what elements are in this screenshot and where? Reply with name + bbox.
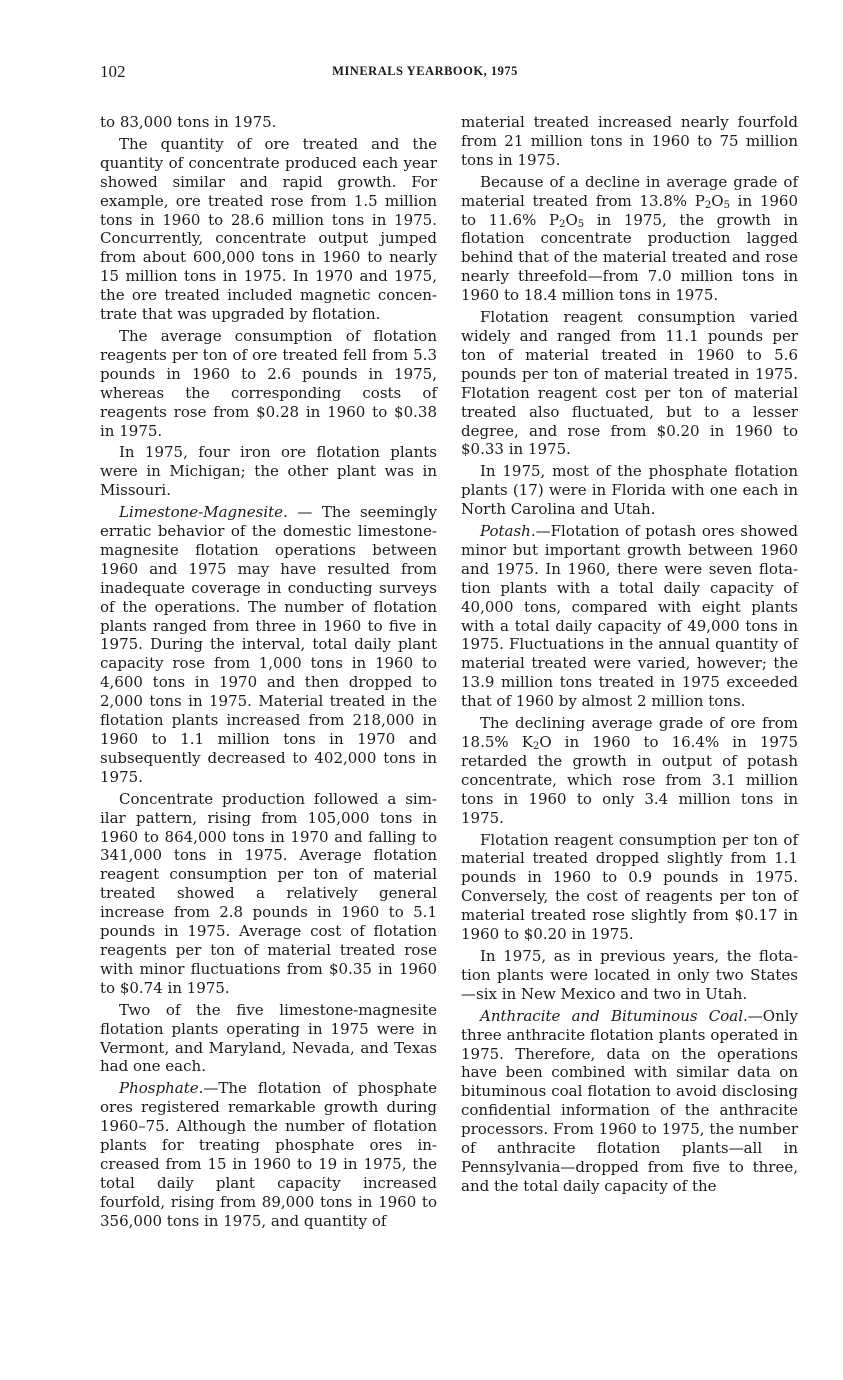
paragraph: In 1975, most of the phosphate flotation plants (17) were in Florida with one each in North Carolina and Utah. xyxy=(461,462,798,519)
text-run: in 1975, the growth in flotation concentrate production lagged behind that of the material treated and rose nearly threefold—from 7.0 million tons in 1960 to 18.4 million tons in 1975. xyxy=(461,210,798,305)
right-column xyxy=(461,113,798,1199)
subscript: 5 xyxy=(723,199,730,211)
paragraph: The quantity of ore treated and the quantity of concentrate produced each year showed similar and rapid growth. For example, ore treated rose from 1.5 million tons in 1960 to 28.6 million tons in 1975. Concurrently, concentrate output jumped from about 600,000 tons in 1960 to nearly 15 million tons in 1975. In 1970 and 1975, the ore treated included magnetic concentrate that was upgraded by flotation. xyxy=(100,134,437,324)
text-run: Because of a decline in average grade of material treated from 13.8% P xyxy=(461,172,798,210)
paragraph: In 1975, four iron ore flotation plants were in Michigan; the other plant was in Missouri. xyxy=(100,443,437,500)
paragraph-potash xyxy=(461,522,798,711)
section-heading-coal: Anthracite and Bituminous Coal. xyxy=(480,1006,748,1025)
text-run: The declining average grade of ore from 18.5% K xyxy=(461,714,798,751)
paragraph-phosphate xyxy=(100,1079,437,1230)
subscript: 2 xyxy=(532,741,540,752)
running-head: MINERALS YEARBOOK, 1975 xyxy=(332,64,518,78)
paragraph-text: —The flotation of phosphate ores registered remarkable growth during 1960–75. Although the number of flotation plants for treating phosphate ores increased from 15 in 1960 to 19 in 1975, the total daily plant capacity increased fourfold, rising from 89,000 tons in 1960 to 356,000 tons in 1975, and quantity of xyxy=(100,1079,437,1230)
paragraph: In 1975, as in previous years, the flotation plants were located in only two States—six in New Mexico and two in Utah. xyxy=(461,946,798,1003)
subscript: 2 xyxy=(559,218,566,230)
paragraph: Flotation reagent consumption varied widely and ranged from 11.1 pounds per ton of material treated in 1960 to 5.6 pounds per ton of material treated in 1975. Flotation reagent cost per ton of material treated also fluctuated, but to a lesser degree, and rose from $0.20 in 1960 to $0.33 in 1975. xyxy=(461,308,798,459)
section-heading-phosphate: Phosphate. xyxy=(119,1079,204,1098)
paragraph: to 83,000 tons in 1975. xyxy=(100,113,277,131)
text-run: O xyxy=(565,210,578,229)
paragraph: Flotation reagent consumption per ton of material treated dropped slightly from 1.1 pounds in 1960 to 0.9 pounds in 1975. Conversely, the cost of reagents per ton of material treated rose slightly from $0.17 in 1960 to $0.20 in 1975. xyxy=(461,830,798,944)
paragraph: The average consumption of flotation reagents per ton of ore treated fell from 5.3 pounds in 1960 to 2.6 pounds in 1975, whereas the corresponding costs of reagents rose from $0.28 in 1960 to $0.38 in 1975. xyxy=(100,326,437,440)
paragraph-text: — The seemingly erratic behavior of the domestic limestone-magnesite flotation operations between 1960 and 1975 may have resulted from inadequate coverage in conducting surveys of the operations. The number of flotation plants ranged from three in 1960 to five in 1975. During the interval, total daily plant capacity rose from 1,000 tons in 1960 to 4,600 tons in 1970 and then dropped to 2,000 tons in 1975. Material treated in the flotation plants increased from 218,000 in 1960 to 1.1 million tons in 1970 and subsequently decreased to 402,000 tons in 1975. xyxy=(100,503,437,786)
paragraph-grade-p2o5 xyxy=(461,173,798,305)
text-run: O in 1960 to 16.4% in 1975 retarded the growth in output of potash concentrate, which rose from 3.1 million tons in 1960 to only 3.4 million tons in 1975. xyxy=(461,733,798,827)
subscript: 5 xyxy=(577,218,585,230)
text-run: in 1960 to 11.6% P xyxy=(461,191,798,229)
paragraph-text: —Flotation of potash ores showed minor but important growth between 1960 and 1975. In 1960, there were seven flotation plants with a total daily capacity of 40,000 tons, compared with eight plants with a total daily capacity of 49,000 tons in 1975. Fluctuations in the annual quantity of material treated were varied, however; the 13.9 million tons treated in 1975 exceeded that of 1960 by almost 2 million tons. xyxy=(461,522,798,711)
paragraph-coal xyxy=(461,1007,798,1196)
paragraph-limestone-magnesite xyxy=(100,503,437,787)
page-number: 102 xyxy=(100,62,126,81)
paragraph-grade-k2o xyxy=(461,714,798,827)
text-run: O xyxy=(711,191,724,210)
paragraph-text: —Only three anthracite flotation plants operated in 1975. Therefore, data on the operations have been combined with similar data on bituminous coal flotation to avoid disclosing confidential information of the anthracite processors. From 1960 to 1975, the number of anthracite flotation plants—all in Pennsylvania—dropped from five to three, and the total daily capacity of the xyxy=(461,1006,798,1195)
paragraph: Two of the five limestone-magnesite flotation plants operating in 1975 were in Vermont, and Maryland, Nevada, and Texas had one each. xyxy=(100,1000,437,1076)
subscript: 2 xyxy=(704,199,712,211)
section-heading-potash: Potash. xyxy=(480,522,536,541)
section-heading-limestone-magnesite: Limestone-Magnesite. xyxy=(119,503,288,522)
paragraph: material treated increased nearly fourfold from 21 million tons in 1960 to 75 million tons in 1975. xyxy=(461,113,798,169)
paragraph: Concentrate production followed a similar pattern, rising from 105,000 tons in 1960 to 864,000 tons in 1970 and falling to 341,000 tons in 1975. Average flotation reagent consumption per ton of material treated showed a relatively general increase from 2.8 pounds in 1960 to 5.1 pounds in 1975. Average cost of flotation reagents per ton of material treated rose with minor fluctuations from $0.35 in 1960 to $0.74 in 1975. xyxy=(100,789,437,997)
left-column xyxy=(100,113,437,1234)
